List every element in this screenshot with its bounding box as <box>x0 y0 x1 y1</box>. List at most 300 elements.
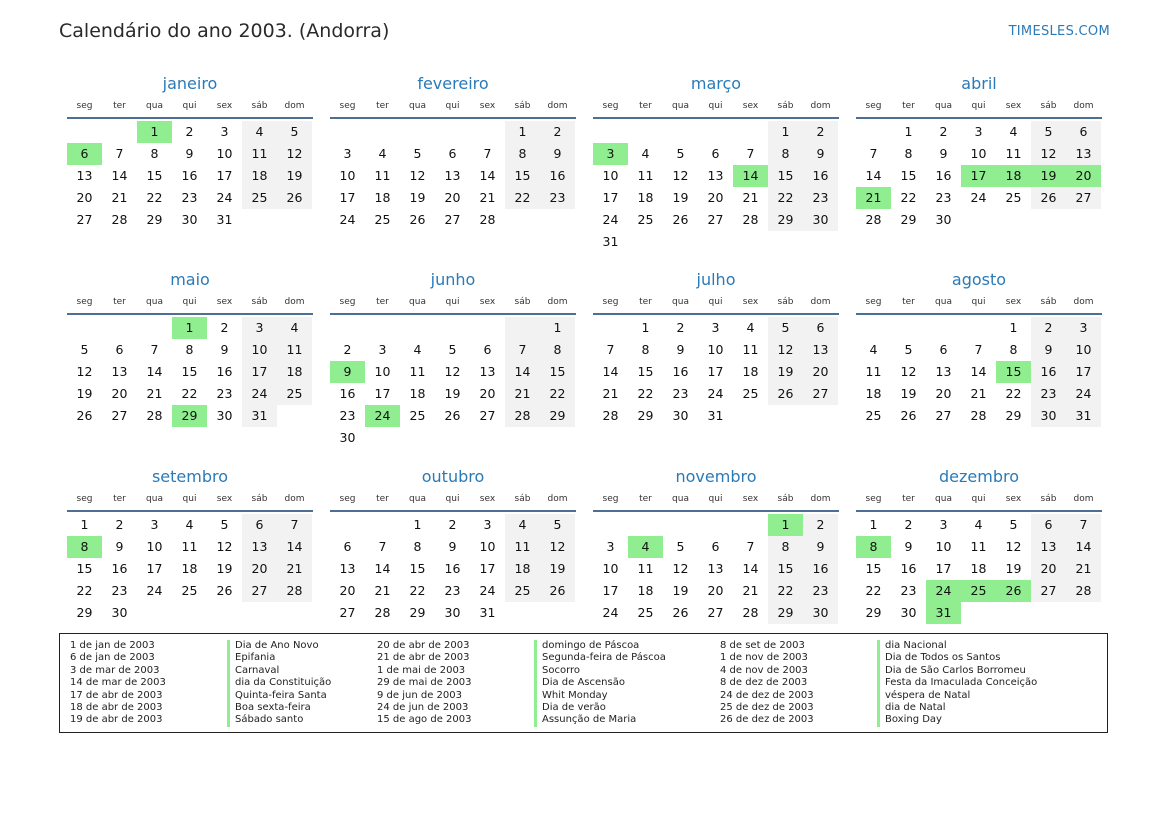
day-cell: 23 <box>803 580 838 602</box>
legend-item <box>720 702 1037 714</box>
weekday-label: qua <box>409 494 426 504</box>
day-cell: 21 <box>277 558 312 580</box>
legend-column <box>377 640 666 727</box>
day-cell: 31 <box>707 408 724 423</box>
day-cell: 26 <box>277 187 312 209</box>
day-cell: 27 <box>479 408 496 423</box>
day-cell: 9 <box>185 146 194 161</box>
day-cell: 6 <box>711 539 720 554</box>
legend-item <box>377 677 666 689</box>
day-cell: 5 <box>540 514 575 536</box>
day-cell: 5 <box>448 342 457 357</box>
day-cell: 11 <box>374 168 391 183</box>
day-cell: 9 <box>115 539 124 554</box>
weekday-label: seg <box>339 101 356 111</box>
legend-item <box>70 702 331 714</box>
holiday-date: 1 de jan de 2003 <box>70 640 155 651</box>
day-cell: 13 <box>111 364 128 379</box>
empty-day-cell <box>470 121 505 143</box>
day-cell: 5 <box>676 539 685 554</box>
empty-day-cell <box>365 317 400 339</box>
day-cell: 22 <box>768 187 803 209</box>
empty-day-cell <box>1031 209 1066 231</box>
weekday-label: dom <box>810 297 831 307</box>
day-cell: 9 <box>904 539 913 554</box>
day-cell: 25 <box>637 605 654 620</box>
day-cell: 28 <box>146 408 163 423</box>
day-cell: 14 <box>111 168 128 183</box>
day-cell: 3 <box>606 539 615 554</box>
day-cell: 8 <box>641 342 650 357</box>
day-cell: 23 <box>540 187 575 209</box>
day-cell: 8 <box>185 342 194 357</box>
month-name: setembro <box>151 467 229 486</box>
weekday-label: dom <box>547 297 568 307</box>
day-cell: 28 <box>602 408 619 423</box>
day-cell: 13 <box>242 536 277 558</box>
day-cell: 21 <box>111 190 128 205</box>
day-cell: 7 <box>869 146 878 161</box>
day-cell: 26 <box>1031 187 1066 209</box>
day-cell: 23 <box>900 583 917 598</box>
day-cell: 18 <box>181 561 198 576</box>
holiday-name: Dia de São Carlos Borromeu <box>877 665 1026 677</box>
day-cell: 28 <box>742 212 759 227</box>
weekday-label: ter <box>639 297 652 307</box>
legend-item <box>377 652 666 664</box>
day-grid <box>593 514 839 624</box>
month-2 <box>330 73 576 231</box>
day-cell: 16 <box>803 165 838 187</box>
day-cell: 17 <box>707 364 724 379</box>
day-cell: 28 <box>742 605 759 620</box>
day-cell: 15 <box>900 168 917 183</box>
day-cell: 27 <box>707 212 724 227</box>
day-cell: 20 <box>242 558 277 580</box>
day-cell: 16 <box>900 561 917 576</box>
day-cell: 6 <box>483 342 492 357</box>
day-cell: 16 <box>672 364 689 379</box>
weekday-label: qua <box>935 297 952 307</box>
day-cell: 20 <box>707 190 724 205</box>
month-name: junho <box>430 270 476 289</box>
day-cell: 16 <box>181 168 198 183</box>
day-cell: 7 <box>505 339 540 361</box>
holiday-day-cell: 3 <box>593 143 628 165</box>
day-cell: 16 <box>1031 361 1066 383</box>
weekday-header <box>593 99 839 119</box>
weekday-label: qui <box>971 101 986 111</box>
day-cell: 18 <box>374 190 391 205</box>
day-cell: 29 <box>900 212 917 227</box>
empty-day-cell <box>733 231 768 253</box>
holiday-date: 19 de abr de 2003 <box>70 714 163 726</box>
empty-day-cell <box>400 317 435 339</box>
day-cell: 19 <box>1005 561 1022 576</box>
day-cell: 7 <box>746 146 755 161</box>
day-cell: 4 <box>185 517 194 532</box>
legend-item <box>377 665 666 677</box>
day-cell: 9 <box>676 342 685 357</box>
day-cell: 7 <box>115 146 124 161</box>
day-grid <box>593 121 839 253</box>
holiday-name: Festa da Imaculada Conceição <box>877 677 1037 689</box>
day-cell: 4 <box>1009 124 1018 139</box>
weekday-label: sex <box>479 101 496 111</box>
day-cell: 13 <box>935 364 952 379</box>
day-cell: 2 <box>803 121 838 143</box>
weekday-label: dom <box>547 494 568 504</box>
weekday-label: qui <box>182 494 197 504</box>
day-cell: 7 <box>378 539 387 554</box>
day-cell: 15 <box>146 168 163 183</box>
day-cell: 19 <box>444 386 461 401</box>
day-cell: 4 <box>869 342 878 357</box>
empty-day-cell <box>505 427 540 449</box>
empty-day-cell <box>628 121 663 143</box>
holiday-day-cell: 6 <box>67 143 102 165</box>
day-cell: 15 <box>865 561 882 576</box>
day-cell: 18 <box>242 165 277 187</box>
legend-item <box>720 690 1037 702</box>
weekday-label: qua <box>935 494 952 504</box>
day-cell: 29 <box>1005 408 1022 423</box>
day-cell: 2 <box>803 514 838 536</box>
day-cell: 26 <box>672 212 689 227</box>
day-cell: 17 <box>339 190 356 205</box>
legend-item <box>70 714 331 726</box>
day-cell: 2 <box>540 121 575 143</box>
day-cell: 27 <box>803 383 838 405</box>
day-cell: 26 <box>444 408 461 423</box>
weekday-label: sáb <box>777 494 794 504</box>
day-cell: 11 <box>1005 146 1022 161</box>
empty-day-cell <box>172 602 207 624</box>
month-name: agosto <box>951 270 1007 289</box>
legend-item <box>720 677 1037 689</box>
weekday-label: qui <box>445 101 460 111</box>
holiday-date: 24 de dez de 2003 <box>720 689 814 701</box>
empty-day-cell <box>207 602 242 624</box>
day-cell: 11 <box>242 143 277 165</box>
day-cell: 4 <box>413 342 422 357</box>
day-cell: 16 <box>339 386 356 401</box>
weekday-label: qui <box>182 297 197 307</box>
weekday-label: sex <box>479 297 496 307</box>
day-grid <box>330 317 576 449</box>
day-cell: 4 <box>242 121 277 143</box>
day-cell: 14 <box>865 168 882 183</box>
day-cell: 15 <box>637 364 654 379</box>
day-cell: 5 <box>80 342 89 357</box>
day-cell: 8 <box>150 146 159 161</box>
holiday-day-cell: 9 <box>330 361 365 383</box>
day-cell: 29 <box>540 405 575 427</box>
day-cell: 31 <box>216 212 233 227</box>
day-cell: 9 <box>803 143 838 165</box>
day-cell: 23 <box>444 583 461 598</box>
weekday-label: ter <box>113 494 126 504</box>
day-cell: 28 <box>277 580 312 602</box>
weekday-label: dom <box>1073 494 1094 504</box>
month-9 <box>67 466 313 624</box>
holiday-legend <box>59 633 1108 733</box>
day-cell: 17 <box>146 561 163 576</box>
month-name: julho <box>696 270 736 289</box>
holiday-name: Quinta-feira Santa <box>227 690 327 702</box>
weekday-header <box>593 492 839 512</box>
day-cell: 10 <box>479 539 496 554</box>
weekday-label: sex <box>216 494 233 504</box>
holiday-name: Boxing Day <box>877 714 942 726</box>
weekday-label: ter <box>902 297 915 307</box>
day-cell: 6 <box>242 514 277 536</box>
day-cell: 10 <box>707 342 724 357</box>
empty-day-cell <box>242 602 277 624</box>
day-cell: 25 <box>505 580 540 602</box>
day-cell: 30 <box>803 602 838 624</box>
day-cell: 16 <box>111 561 128 576</box>
holiday-name: domingo de Páscoa <box>534 640 639 652</box>
day-cell: 20 <box>339 583 356 598</box>
day-cell: 6 <box>448 146 457 161</box>
day-cell: 25 <box>742 386 759 401</box>
empty-day-cell <box>540 209 575 231</box>
day-cell: 22 <box>1005 386 1022 401</box>
empty-day-cell <box>102 121 137 143</box>
day-cell: 13 <box>1066 143 1101 165</box>
day-cell: 17 <box>935 561 952 576</box>
day-cell: 25 <box>374 212 391 227</box>
weekday-header <box>67 492 313 512</box>
holiday-name: véspera de Natal <box>877 690 970 702</box>
empty-day-cell <box>67 121 102 143</box>
legend-item <box>70 640 331 652</box>
day-cell: 11 <box>277 339 312 361</box>
day-cell: 19 <box>76 386 93 401</box>
weekday-header <box>856 492 1102 512</box>
weekday-header <box>856 99 1102 119</box>
holiday-day-cell: 1 <box>137 121 172 143</box>
holiday-day-cell: 24 <box>365 405 400 427</box>
weekday-label: seg <box>865 494 882 504</box>
weekday-label: qui <box>708 494 723 504</box>
month-name: dezembro <box>939 467 1019 486</box>
empty-day-cell <box>137 602 172 624</box>
empty-day-cell <box>628 514 663 536</box>
holiday-name: Carnaval <box>227 665 279 677</box>
empty-day-cell <box>365 514 400 536</box>
weekday-header <box>593 295 839 315</box>
weekday-label: qui <box>445 494 460 504</box>
legend-item <box>377 702 666 714</box>
day-cell: 11 <box>181 539 198 554</box>
day-cell: 9 <box>939 146 948 161</box>
holiday-day-cell: 1 <box>172 317 207 339</box>
day-grid <box>856 121 1102 231</box>
day-cell: 29 <box>146 212 163 227</box>
day-cell: 24 <box>242 383 277 405</box>
day-cell: 30 <box>1031 405 1066 427</box>
empty-day-cell <box>1031 602 1066 624</box>
holiday-date: 20 de abr de 2003 <box>377 640 470 651</box>
day-cell: 8 <box>768 143 803 165</box>
weekday-label: qua <box>672 494 689 504</box>
day-cell: 21 <box>602 386 619 401</box>
day-cell: 1 <box>869 517 878 532</box>
empty-day-cell <box>663 231 698 253</box>
day-cell: 31 <box>479 605 496 620</box>
day-cell: 15 <box>768 558 803 580</box>
weekday-label: sex <box>742 101 759 111</box>
empty-day-cell <box>277 602 312 624</box>
day-cell: 28 <box>479 212 496 227</box>
day-cell: 24 <box>602 212 619 227</box>
empty-day-cell <box>435 427 470 449</box>
weekday-header <box>330 492 576 512</box>
weekday-label: qua <box>672 297 689 307</box>
weekday-label: ter <box>376 494 389 504</box>
day-cell: 2 <box>185 124 194 139</box>
day-cell: 12 <box>540 536 575 558</box>
day-cell: 10 <box>216 146 233 161</box>
day-cell: 25 <box>409 408 426 423</box>
day-cell: 26 <box>768 383 803 405</box>
day-cell: 16 <box>216 364 233 379</box>
day-cell: 30 <box>444 605 461 620</box>
day-cell: 23 <box>803 187 838 209</box>
weekday-label: sáb <box>514 101 531 111</box>
holiday-name: dia de Natal <box>877 702 946 714</box>
weekday-label: seg <box>76 101 93 111</box>
day-cell: 22 <box>540 383 575 405</box>
empty-day-cell <box>330 121 365 143</box>
day-cell: 14 <box>970 364 987 379</box>
day-cell: 27 <box>444 212 461 227</box>
day-cell: 14 <box>742 561 759 576</box>
day-cell: 28 <box>374 605 391 620</box>
holiday-date: 9 de jun de 2003 <box>377 689 462 701</box>
day-cell: 10 <box>339 168 356 183</box>
holiday-name: Whit Monday <box>534 690 608 702</box>
day-cell: 12 <box>672 561 689 576</box>
holiday-date: 17 de abr de 2003 <box>70 689 163 701</box>
day-cell: 24 <box>602 605 619 620</box>
day-cell: 13 <box>444 168 461 183</box>
day-cell: 6 <box>1066 121 1101 143</box>
day-cell: 6 <box>115 342 124 357</box>
holiday-day-cell: 8 <box>67 536 102 558</box>
weekday-label: sáb <box>777 297 794 307</box>
day-cell: 2 <box>220 320 229 335</box>
site-link[interactable]: TIMESLES.COM <box>1008 24 1110 39</box>
weekday-label: qui <box>182 101 197 111</box>
day-cell: 8 <box>1009 342 1018 357</box>
day-cell: 3 <box>343 146 352 161</box>
empty-day-cell <box>803 405 838 427</box>
holiday-day-cell: 15 <box>996 361 1031 383</box>
day-cell: 25 <box>242 187 277 209</box>
day-cell: 9 <box>803 536 838 558</box>
day-cell: 27 <box>1066 187 1101 209</box>
day-cell: 11 <box>505 536 540 558</box>
day-cell: 15 <box>409 561 426 576</box>
day-cell: 22 <box>768 580 803 602</box>
weekday-label: sex <box>1005 494 1022 504</box>
day-grid <box>856 317 1102 427</box>
day-cell: 3 <box>220 124 229 139</box>
day-cell: 3 <box>974 124 983 139</box>
day-cell: 20 <box>479 386 496 401</box>
day-cell: 12 <box>1005 539 1022 554</box>
day-cell: 17 <box>602 190 619 205</box>
empty-day-cell <box>698 121 733 143</box>
weekday-label: sex <box>1005 101 1022 111</box>
day-cell: 12 <box>444 364 461 379</box>
legend-column <box>720 640 1037 727</box>
day-cell: 3 <box>711 320 720 335</box>
day-cell: 16 <box>803 558 838 580</box>
day-cell: 23 <box>181 190 198 205</box>
day-cell: 22 <box>181 386 198 401</box>
day-cell: 18 <box>970 561 987 576</box>
weekday-label: seg <box>865 101 882 111</box>
weekday-header <box>330 295 576 315</box>
day-cell: 15 <box>76 561 93 576</box>
holiday-name: Segunda-feira de Páscoa <box>534 652 666 664</box>
day-cell: 7 <box>483 146 492 161</box>
day-cell: 7 <box>150 342 159 357</box>
day-cell: 20 <box>1031 558 1066 580</box>
weekday-label: dom <box>810 494 831 504</box>
weekday-label: dom <box>547 101 568 111</box>
day-cell: 18 <box>505 558 540 580</box>
day-cell: 17 <box>216 168 233 183</box>
day-cell: 13 <box>1031 536 1066 558</box>
holiday-date: 14 de mar de 2003 <box>70 677 166 689</box>
day-cell: 13 <box>76 168 93 183</box>
day-cell: 10 <box>602 561 619 576</box>
day-cell: 14 <box>1066 536 1101 558</box>
day-cell: 17 <box>1066 361 1101 383</box>
empty-day-cell <box>277 405 312 427</box>
weekday-label: dom <box>810 101 831 111</box>
day-cell: 16 <box>935 168 952 183</box>
day-cell: 4 <box>378 146 387 161</box>
day-cell: 14 <box>374 561 391 576</box>
day-cell: 8 <box>540 339 575 361</box>
empty-day-cell <box>663 514 698 536</box>
day-cell: 18 <box>637 583 654 598</box>
holiday-day-cell: 18 <box>996 165 1031 187</box>
day-cell: 2 <box>676 320 685 335</box>
month-name: fevereiro <box>417 74 489 93</box>
month-name: maio <box>170 270 210 289</box>
day-cell: 30 <box>803 209 838 231</box>
day-cell: 8 <box>413 539 422 554</box>
day-cell: 6 <box>803 317 838 339</box>
day-cell: 24 <box>146 583 163 598</box>
holiday-day-cell: 14 <box>733 165 768 187</box>
weekday-label: seg <box>602 494 619 504</box>
day-cell: 28 <box>111 212 128 227</box>
day-cell: 6 <box>711 146 720 161</box>
day-cell: 22 <box>409 583 426 598</box>
day-cell: 26 <box>409 212 426 227</box>
day-cell: 2 <box>343 342 352 357</box>
day-cell: 19 <box>409 190 426 205</box>
day-cell: 22 <box>865 583 882 598</box>
